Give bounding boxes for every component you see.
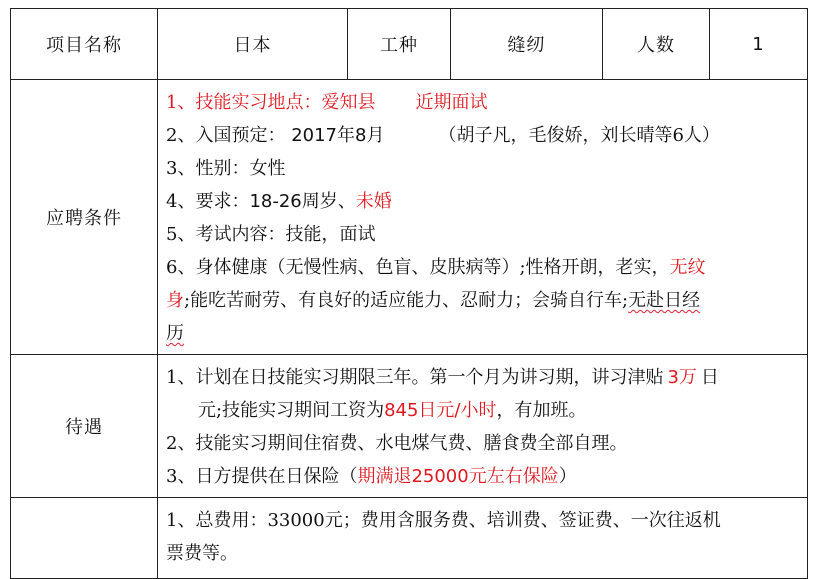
- treatment-wage-text: 元;技能实习期间工资为: [198, 400, 385, 421]
- condition-no-japan-history: 无赴日经: [628, 290, 701, 311]
- condition-entry-label: 2、入国预定：: [166, 125, 286, 146]
- condition-item-requirements: [166, 185, 799, 218]
- project-name-label: 项目名称: [11, 9, 158, 80]
- condition-item-health-2: [166, 284, 799, 317]
- condition-req-label: 4、要求：: [166, 191, 250, 212]
- treatment-content: [158, 355, 808, 498]
- condition-history-end: 历: [166, 323, 184, 344]
- header-row: [11, 9, 808, 80]
- treatment-insurance-refund: 期满退25000元左右保险: [357, 466, 559, 487]
- treatment-item-period: [166, 361, 799, 394]
- condition-entry-names: （胡子凡，毛俊娇，刘长晴等6人）: [438, 125, 720, 146]
- treatment-allowance: 3万: [667, 367, 697, 388]
- treatment-hourly-wage: 845日元/小时: [384, 400, 497, 421]
- trade-label: 工种: [348, 9, 451, 80]
- conditions-label: 应聘条件: [11, 80, 158, 355]
- treatment-item-costs: 2、技能实习期间住宿费、水电煤气费、膳食费全部自理。: [166, 433, 628, 454]
- conditions-row: [11, 80, 808, 355]
- treatment-item-insurance: [166, 460, 799, 493]
- treatment-insurance-text: 3、日方提供在日保险（: [166, 466, 358, 487]
- condition-item-exam: 5、考试内容：技能，面试: [166, 224, 376, 245]
- condition-age-unit: 周岁、: [301, 191, 356, 212]
- condition-item-gender: 3、性别：女性: [166, 158, 286, 179]
- condition-item-health-1: [166, 251, 799, 284]
- condition-health-text: 6、身体健康（无慢性病、色盲、皮肤病等）;性格开朗，老实，: [166, 257, 670, 278]
- fees-content: [158, 498, 808, 579]
- condition-no-tattoo-b: 身: [166, 290, 184, 311]
- treatment-overtime: ，有加班。: [496, 400, 587, 421]
- treatment-label: 待遇: [11, 355, 158, 498]
- condition-location-text: 1、技能实习地点：爱知县: [166, 92, 376, 113]
- conditions-content: [158, 80, 808, 355]
- treatment-period-unit: 日: [700, 367, 719, 388]
- headcount-value: 1: [710, 9, 808, 80]
- condition-item-health-3: [166, 317, 799, 350]
- condition-item-entry-date: [166, 119, 799, 152]
- recruitment-table: [10, 8, 808, 579]
- condition-unmarried: 未婚: [355, 191, 392, 212]
- condition-entry-date: 2017年8月: [291, 125, 385, 146]
- condition-item-location: [166, 86, 799, 119]
- fees-item-total: [166, 504, 799, 537]
- trade-value: 缝纫: [451, 9, 603, 80]
- condition-abilities: ;能吃苦耐劳、有良好的适应能力、忍耐力；会骑自行车;: [184, 290, 629, 311]
- country-value: 日本: [158, 9, 348, 80]
- condition-age-range: 18-26: [249, 191, 302, 212]
- condition-no-tattoo-a: 无纹: [669, 257, 706, 278]
- treatment-row: [11, 355, 808, 498]
- condition-interview-note: 近期面试: [415, 92, 488, 113]
- fees-label: [11, 498, 158, 579]
- fees-total-text: 1、总费用：33000元；费用含服务费、培训费、: [166, 510, 559, 531]
- treatment-item-wage: [166, 394, 799, 427]
- headcount-label: 人数: [603, 9, 710, 80]
- fees-item-ticket: 票费等。: [166, 543, 238, 564]
- fees-row: [11, 498, 808, 579]
- treatment-period-text: 1、计划在日技能实习期限三年。第一个月为讲习期，讲习津贴: [166, 367, 664, 388]
- treatment-insurance-close: ）: [558, 466, 577, 487]
- fees-included-text: 签证费、一次往返机: [558, 510, 721, 531]
